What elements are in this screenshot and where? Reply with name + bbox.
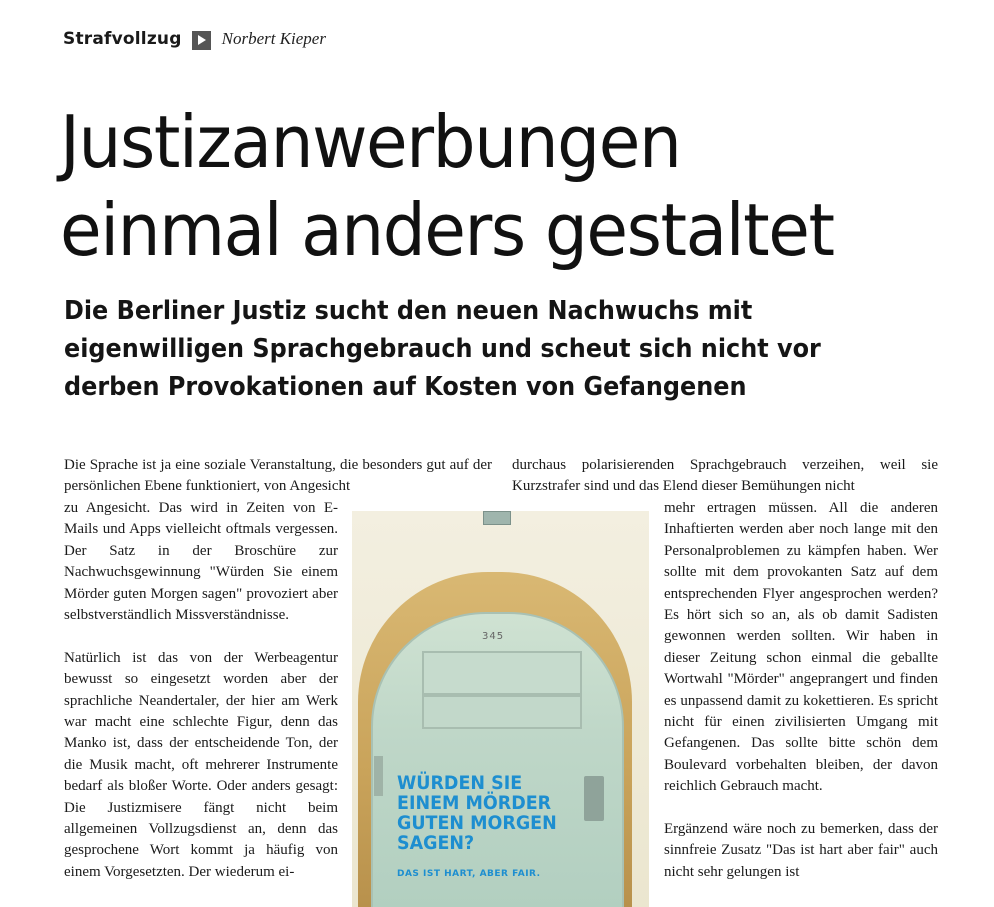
paragraph: durchaus polarisierenden Sprachgebrauch verzeihen, weil sie Kurzstrafer sind und das Elend dieser Bemühungen nicht — [512, 457, 938, 495]
paragraph: Die Sprache ist ja eine soziale Veranstaltung, die besonders gut auf der persönlichen Ebene funktioniert, von Angesicht — [64, 457, 492, 495]
subtitle-line-3: derben Provokationen auf Kosten von Gefangenen — [64, 372, 747, 402]
body-left-column — [64, 498, 338, 905]
title-line-1: Justizanwerbungen — [60, 100, 681, 184]
poster-headline-line: EINEM MÖRDER — [397, 792, 552, 814]
subtitle-line-1: Die Berliner Justiz sucht den neuen Nachwuchs mit — [64, 296, 753, 326]
article-subtitle — [64, 292, 892, 406]
arrow-right-icon — [192, 31, 211, 50]
title-line-2: einmal anders gestaltet — [60, 188, 834, 272]
article-title — [60, 98, 834, 274]
door-lock — [584, 776, 604, 821]
poster-image — [352, 511, 649, 907]
door-panel — [422, 695, 582, 729]
door-panel — [422, 651, 582, 695]
paragraph: zu Angesicht. Das wird in Zeiten von E-Mails und Apps vielleicht oftmals vergessen. Der Satz in der Broschüre zur Nachwuchsgewinnung "Würden Sie einem Mörder guten Morgen sagen" provoziert aber selbstverständlich Missverständnisse. — [64, 500, 338, 624]
subtitle-line-2: eigenwilligen Sprachgebrauch und scheut sich nicht vor — [64, 334, 821, 364]
body-right-column — [664, 498, 938, 905]
paragraph: Natürlich ist das von der Werbeagentur bewusst so eingesetzt worden aber der sprachliche Neandertaler, der hier am Werk war macht eine schlechte Figur, denn das Manko ist, dass der entscheidende Ton, der die Musik macht, oft mehrerer Instrumente bedarf als bloßer Worte. Oder anders gesagt: Die Justizmisere fängt nicht beim allgemeinen Vollzugsdienst an, denn das gesprochene Wort kommt ja häufig von einem Vorgesetzten. Der wiederum ei- — [64, 649, 338, 880]
section-label: Strafvollzug — [63, 29, 182, 49]
poster-headline-line: SAGEN? — [397, 832, 475, 854]
poster-tagline: DAS IST HART, ABER FAIR. — [397, 869, 541, 879]
door-number: 345 — [482, 631, 505, 642]
poster-headline — [397, 773, 581, 853]
paragraph: mehr ertragen müssen. All die anderen Inhaftierten werden aber noch lange mit den Personalproblemen zu kämpfen haben. Wer sollte mit dem provokanten Satz auf dem entsprechenden Flyer angesprochen werden? Es hört sich so an, als ob damit Sadisten gewonnen werden sollten. Wir haben in dieser Zeitung schon einmal die geballte Wortwahl "Mörder" angeprangert und finden es unpassend damit zu kokettieren. Es spricht nicht für einen zivilisierten Umgang mit Gefangenen. Das sollte bitte schön dem Boulevard vorbehalten bleiben, der davon reichlich Gebrauch macht. — [664, 500, 938, 795]
vent-shape — [483, 511, 511, 525]
paragraph: Ergänzend wäre noch zu bemerken, dass der sinnfreie Zusatz "Das ist hart aber fair" auch nicht sehr gelungen ist — [664, 821, 938, 880]
author-name: Norbert Kieper — [221, 29, 326, 48]
poster-headline-line: WÜRDEN SIE — [397, 772, 523, 794]
poster-headline-line: GUTEN MORGEN — [397, 812, 557, 834]
article-header — [63, 26, 326, 52]
door-hinge — [374, 756, 383, 796]
